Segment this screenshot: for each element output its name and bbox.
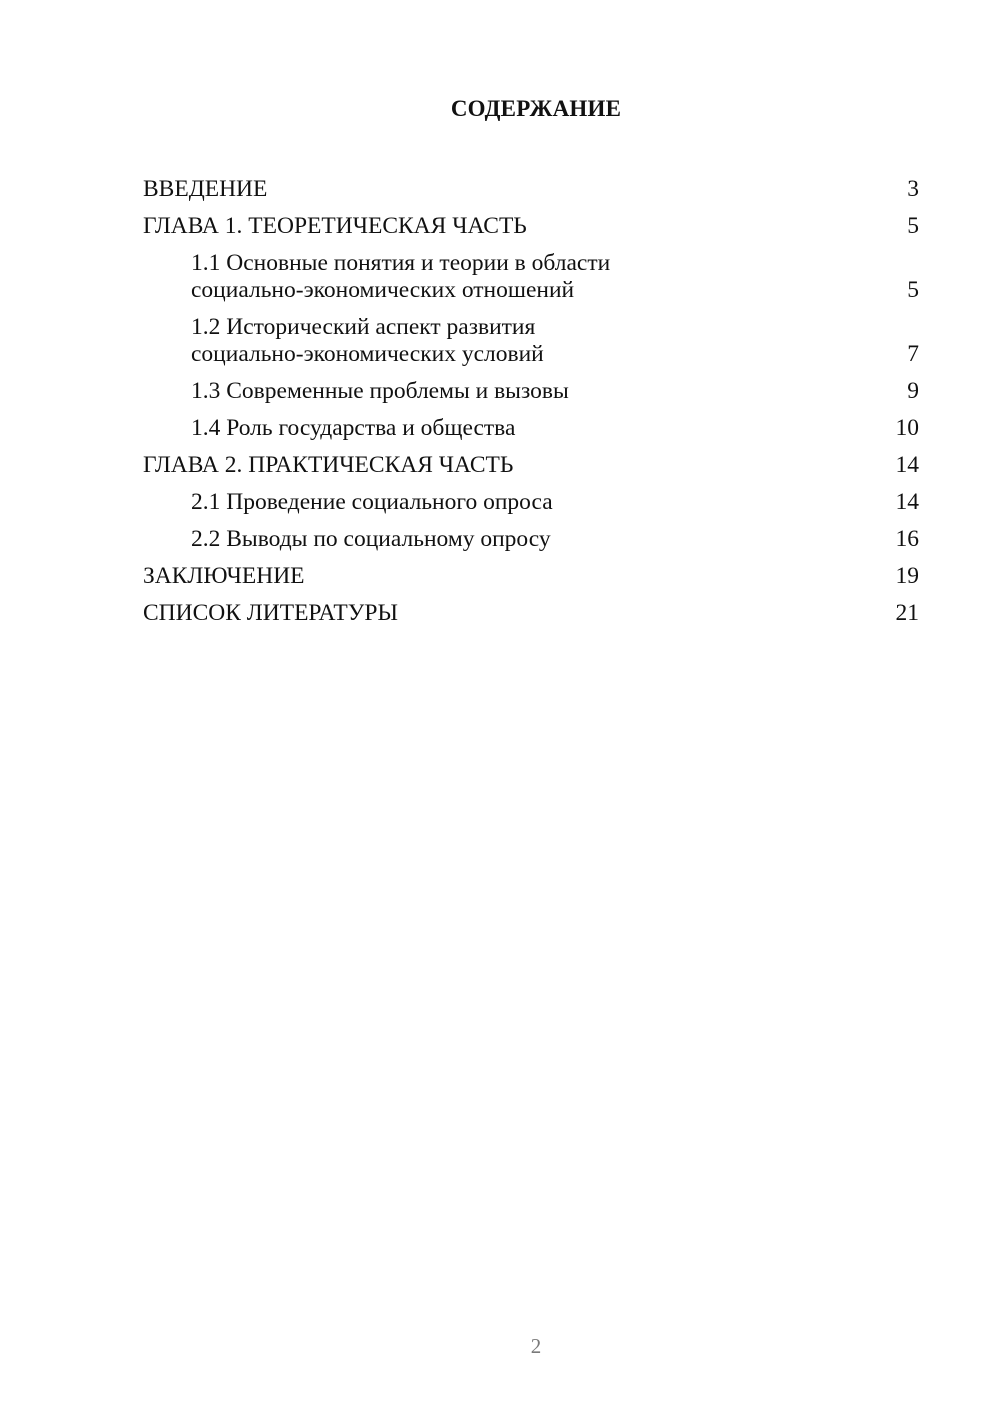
page-title: СОДЕРЖАНИЕ — [450, 96, 622, 121]
toc-entry-section-2-2[interactable] — [143, 518, 919, 555]
page-number: 2 — [530, 1334, 542, 1358]
toc-entry-section-1-1[interactable] — [143, 242, 919, 306]
toc-entry-introduction[interactable] — [143, 168, 919, 205]
toc-entry-label: ГЛАВА 1. ТЕОРЕТИЧЕСКАЯ ЧАСТЬ — [143, 213, 527, 239]
toc-entry-label: ГЛАВА 2. ПРАКТИЧЕСКАЯ ЧАСТЬ — [143, 452, 514, 478]
toc-entry-page: 14 — [895, 452, 919, 478]
toc-entry-chapter-1[interactable] — [143, 205, 919, 242]
toc-entry-page: 9 — [907, 378, 919, 404]
toc-entry-page: 5 — [907, 213, 919, 239]
toc-entry-label: 1.4 Роль государства и общества — [191, 415, 516, 441]
toc-entry-page: 14 — [895, 489, 919, 515]
toc-entry-page: 7 — [907, 341, 919, 367]
toc-entry-page: 10 — [895, 415, 919, 441]
toc-entry-page: 19 — [895, 563, 919, 589]
toc-entry-section-1-2[interactable] — [143, 306, 919, 370]
toc-entry-conclusion[interactable] — [143, 555, 919, 592]
toc-entry-label: 2.1 Проведение социального опроса — [191, 489, 553, 515]
toc-entry-page: 3 — [907, 176, 919, 202]
toc-entry-label: 2.2 Выводы по социальному опросу — [191, 526, 551, 552]
toc-entry-section-2-1[interactable] — [143, 481, 919, 518]
toc-entry-label: 1.1 Основные понятия и теории в области социально-экономических отношений — [191, 250, 611, 303]
toc-entry-page: 5 — [907, 277, 919, 303]
toc-entry-label: ЗАКЛЮЧЕНИЕ — [143, 563, 305, 589]
toc-entry-label: СПИСОК ЛИТЕРАТУРЫ — [143, 600, 398, 626]
toc-entry-label: 1.3 Современные проблемы и вызовы — [191, 378, 569, 404]
toc-entry-page: 21 — [895, 600, 919, 626]
toc-entry-section-1-4[interactable] — [143, 407, 919, 444]
toc-entry-label: ВВЕДЕНИЕ — [143, 176, 268, 202]
toc-entry-chapter-2[interactable] — [143, 444, 919, 481]
toc-entry-section-1-3[interactable] — [143, 370, 919, 407]
toc-entry-references[interactable] — [143, 592, 919, 629]
toc-entry-label: 1.2 Исторический аспект развития социально-экономических условий — [191, 314, 544, 367]
table-of-contents — [143, 168, 919, 629]
toc-entry-page: 16 — [895, 526, 919, 552]
